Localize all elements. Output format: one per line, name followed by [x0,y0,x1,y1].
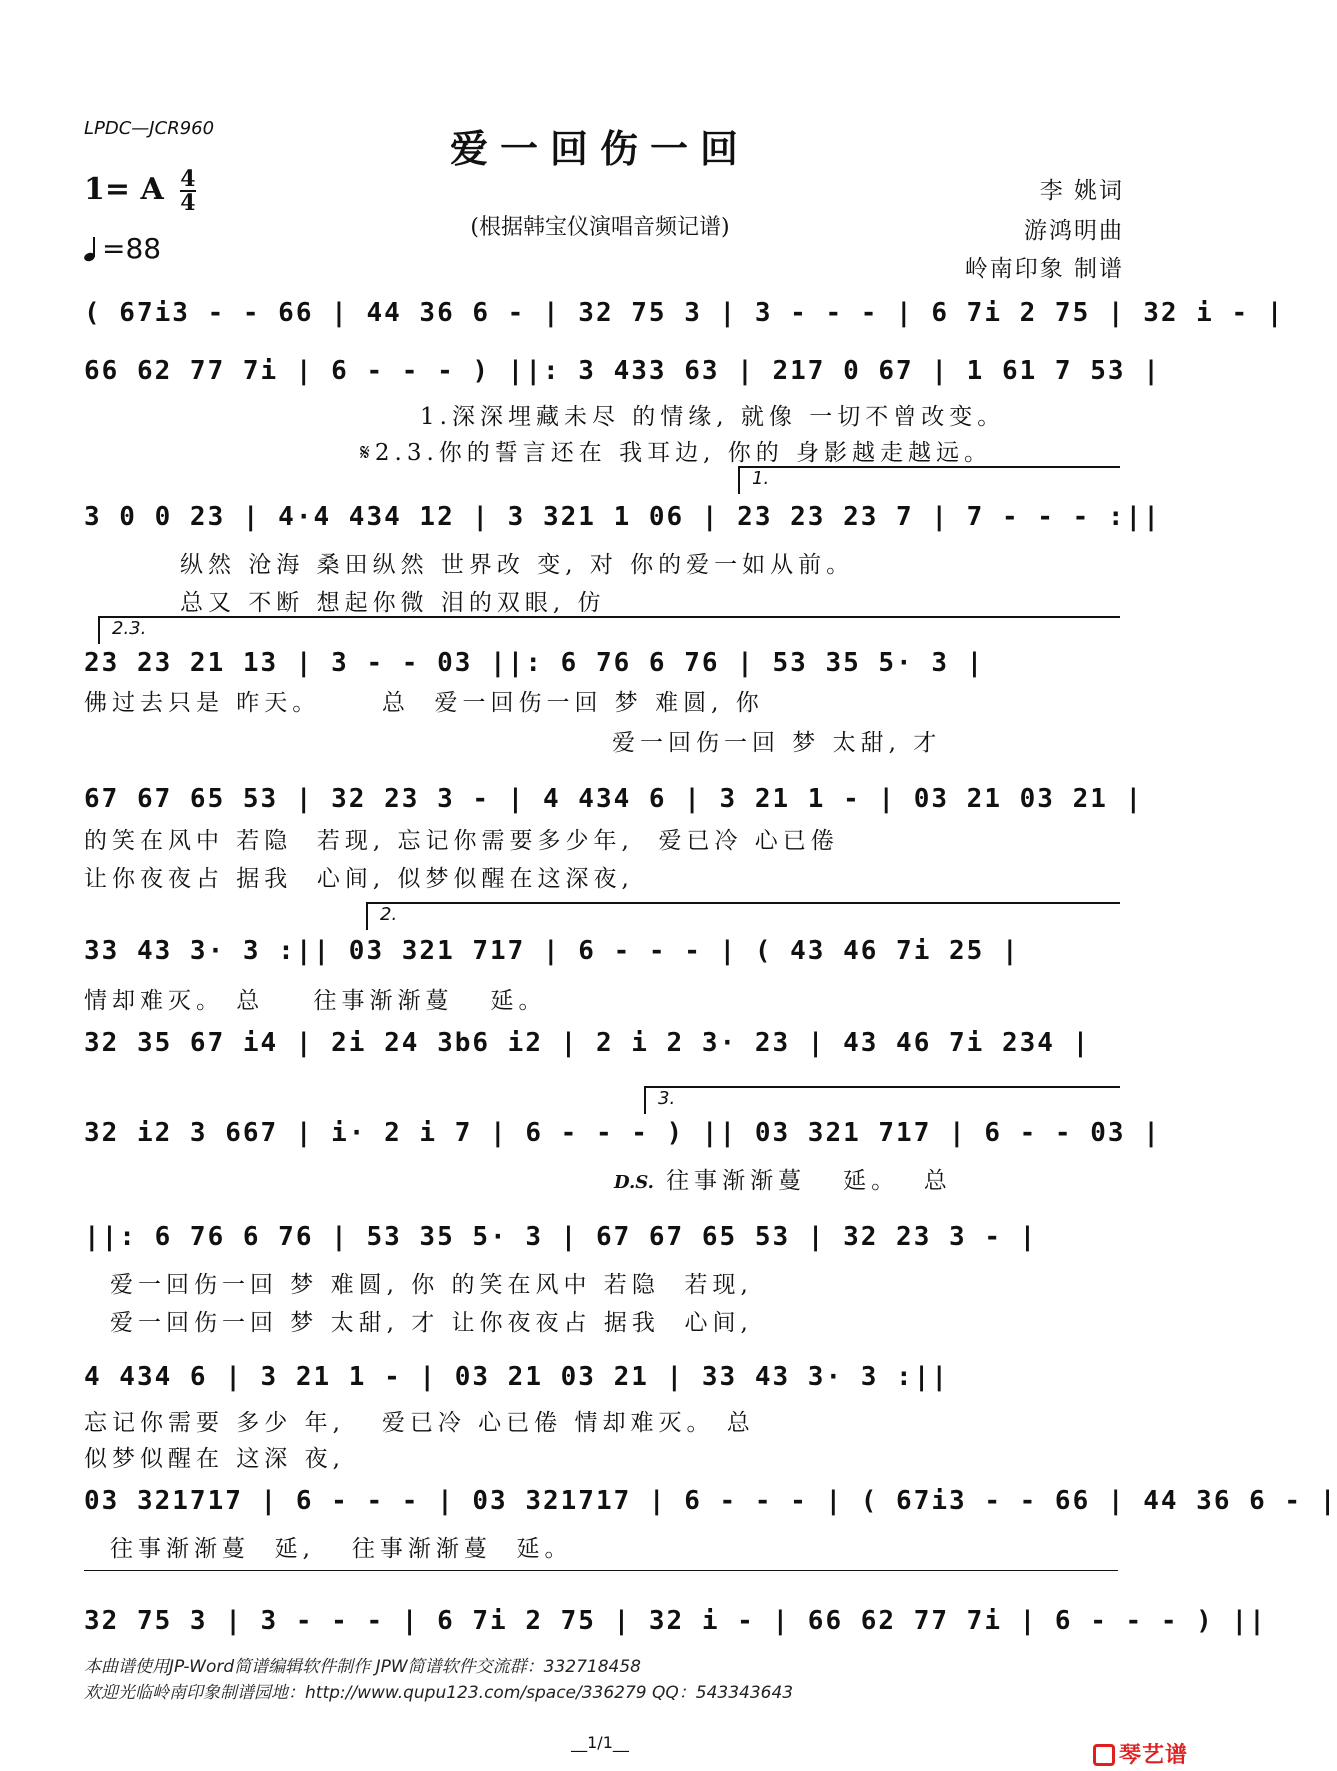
page-number: __1/1__ [571,1733,629,1752]
notation-row-11: 03 321717 | 6 - - - | 03 321717 | 6 - - - | ( 67i3 - - 66 | 44 36 6 - | [84,1486,1337,1516]
notation-row-9: ||: 6 76 6 76 | 53 35 5· 3 | 67 67 65 53 | 32 23 3 - | [84,1222,1038,1252]
footer-line-2: 欢迎光临岭南印象制谱园地：http://www.qupu123.com/space/336279 QQ：543343643 [84,1683,794,1703]
volta-2-3: 2.3. [98,616,1120,644]
lyric-line-3: 纵然 沧海 桑田纵然 世界改 变, 对 你的爱一如从前。 [180,552,855,578]
lyricist-credit: 李 姚词 [1039,178,1124,204]
tempo-value: =88 [102,232,162,265]
volta-2: 2. [366,902,1120,930]
lyric-line-2: 𝄋2.3.你的誓言还在 我耳边, 你的 身影越走越远。 [360,440,993,466]
lyric-line-7: 的笑在风中 若隐 若现, 忘记你需要多少年, 爱已冷 心已倦 [84,828,839,854]
lyric-line-8: 让你夜夜占 据我 心间, 似梦似醒在这深夜, [84,866,634,892]
notation-row-8: 32 i2 3 667 | i· 2 i 7 | 6 - - - ) || 03 321 717 | 6 - - 03 | [84,1118,1161,1148]
arranger-credit: 岭南印象 制谱 [964,256,1124,282]
notation-row-12: 32 75 3 | 3 - - - | 6 7i 2 75 | 32 i - | 66 62 77 7i | 6 - - - ) || [84,1606,1267,1636]
key-signature [84,168,196,214]
notation-row-4: 23 23 21 13 | 3 - - 03 ||: 6 76 6 76 | 53 35 5· 3 | [84,648,985,678]
lyric-line-15: 往事渐渐蔓 延, 往事渐渐蔓 延。 [110,1536,573,1562]
notation-row-2: 66 62 77 7i | 6 - - - ) ||: 3 433 63 | 217 0 67 | 1 61 7 53 | [84,356,1161,386]
lyric-line-10: D.S. 往事渐渐蔓 延。 总 [614,1168,952,1194]
site-logo[interactable]: 琴艺谱 [1093,1738,1188,1769]
footer-line-1: 本曲谱使用JP-Word简谱编辑软件制作 JPW简谱软件交流群：332718458 [84,1657,641,1677]
notation-row-3: 3 0 0 23 | 4·4 434 12 | 3 321 1 06 | 23 23 23 7 | 7 - - - :|| [84,502,1161,532]
lyric-line-4: 总又 不断 想起你微 泪的双眼, 仿 [180,590,606,616]
ds-marker: D.S. [614,1172,654,1193]
lyric-line-13: 忘记你需要 多少 年, 爱已冷 心已倦 情却难灭。 总 [84,1410,755,1436]
volta-3: 3. [644,1086,1120,1114]
logo-icon [1093,1744,1115,1766]
time-bottom: 4 [180,190,196,216]
song-title: 爱一回伤一回 [449,126,750,171]
lyric-line-11: 爱一回伤一回 梦 难圆, 你 的笑在风中 若隐 若现, [110,1272,753,1298]
composer-credit: 游鸿明曲 [1024,218,1124,244]
subtitle: (根据韩宝仪演唱音频记谱) [470,215,730,240]
notation-row-6: 33 43 3· 3 :|| 03 321 717 | 6 - - - | ( 43 46 7i 25 | [84,936,1020,966]
key-label: 1= A [84,172,164,207]
system-divider [84,1570,1118,1571]
lyric-line-9: 情却难灭。 总 往事渐渐蔓 延。 [84,988,547,1014]
score-code: LPDC—JCR960 [84,118,215,139]
volta-1: 1. [738,466,1120,494]
lyric-line-5: 佛过去只是 昨天。 总 爱一回伤一回 梦 难圆, 你 [84,690,764,716]
time-signature [180,168,195,214]
notation-row-7: 32 35 67 i4 | 2i 24 3b6 i2 | 2 i 2 3· 23 | 43 46 7i 234 | [84,1028,1091,1058]
notation-row-5: 67 67 65 53 | 32 23 3 - | 4 434 6 | 3 21 1 - | 03 21 03 21 | [84,784,1144,814]
notation-row-1: ( 67i3 - - 66 | 44 36 6 - | 32 75 3 | 3 - - - | 6 7i 2 75 | 32 i - | [84,298,1285,328]
lyric-line-6: 爱一回伤一回 梦 太甜, 才 [612,730,942,756]
lyric-line-14: 似梦似醒在 这深 夜, [84,1446,345,1472]
lyric-line-1: 1.深深埋藏未尽 的情缘, 就像 一切不曾改变。 [420,404,1006,430]
notation-row-10: 4 434 6 | 3 21 1 - | 03 21 03 21 | 33 43 3· 3 :|| [84,1362,950,1392]
lyric-line-12: 爱一回伤一回 梦 太甜, 才 让你夜夜占 据我 心间, [110,1310,753,1336]
time-top: 4 [180,166,196,192]
